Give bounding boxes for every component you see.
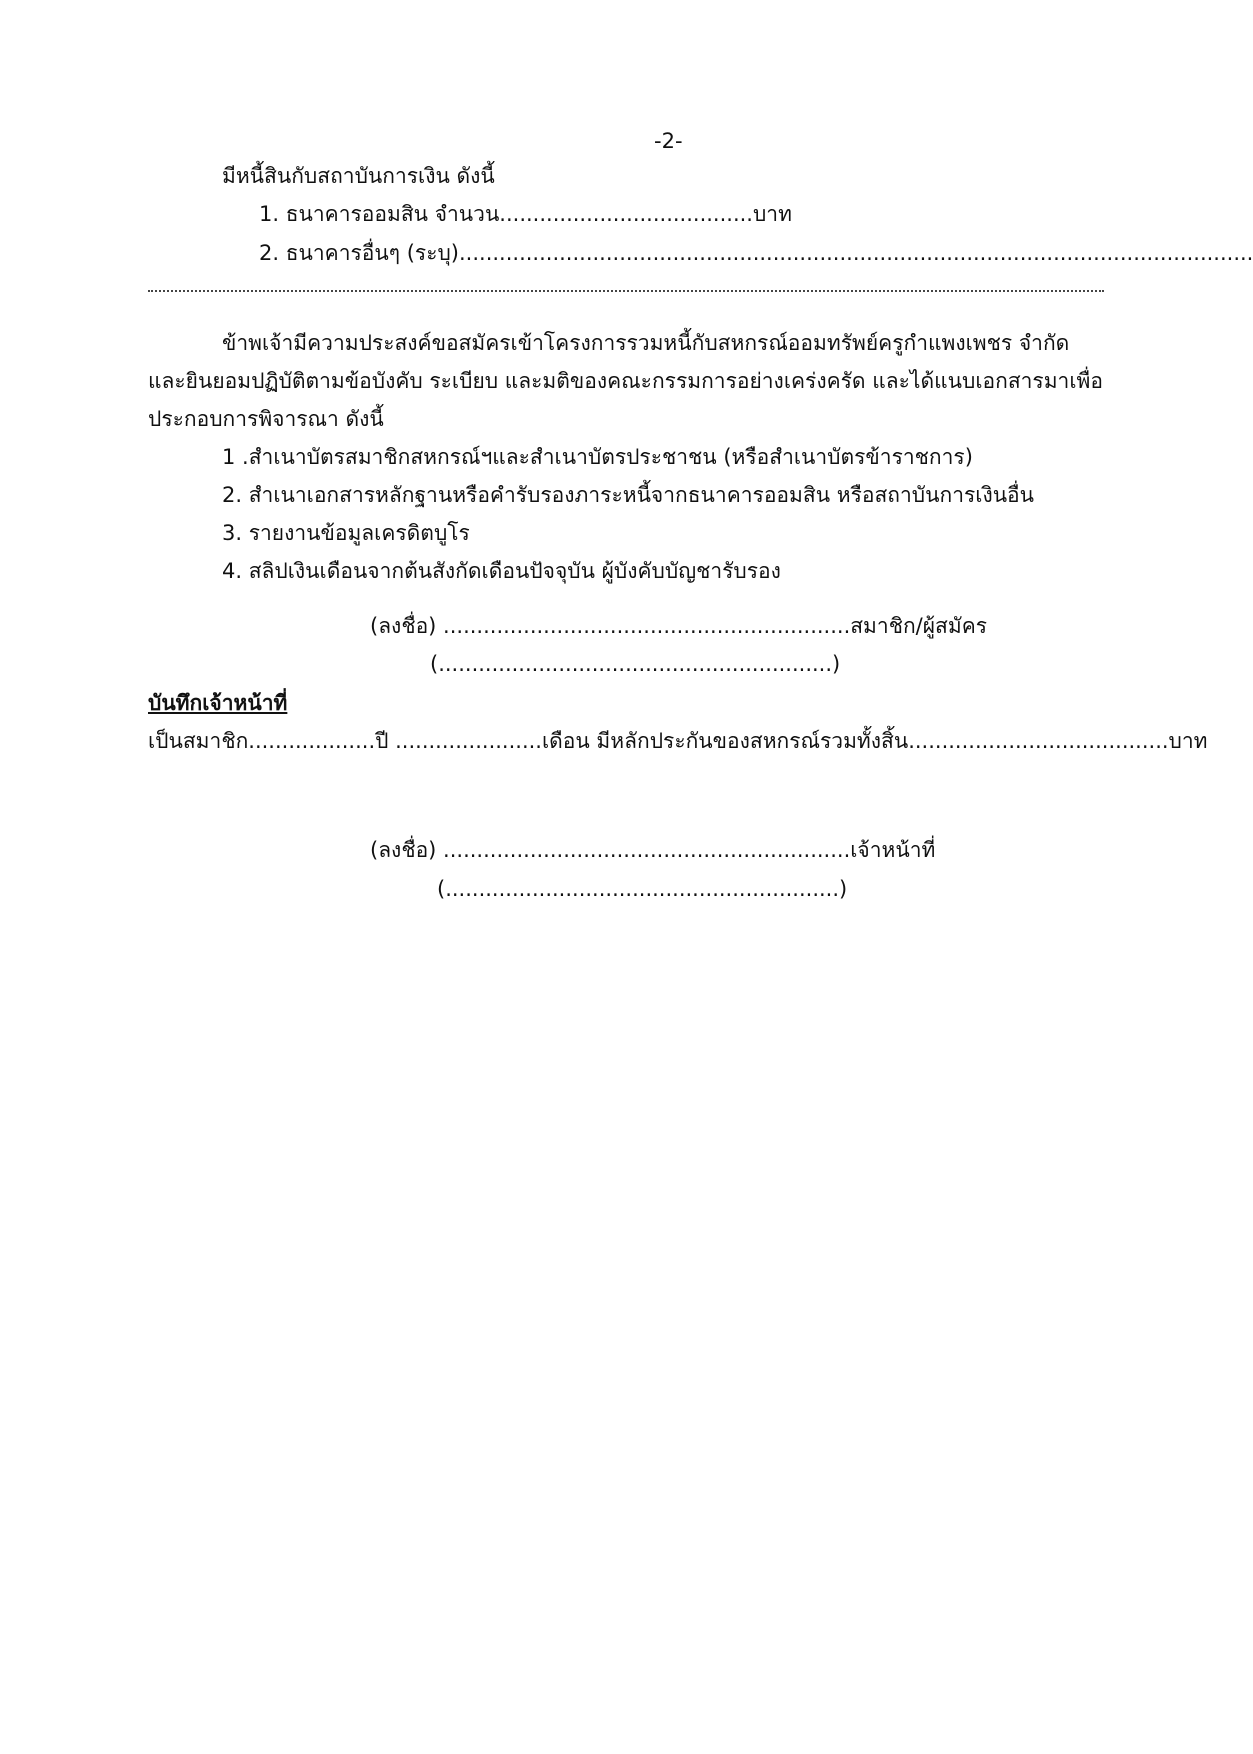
application-line-1: ข้าพเจ้ามีความประสงค์ขอสมัครเข้าโครงการรวมหนี้กับสหกรณ์ออมทรัพย์ครูกำแพงเพชร จำกัด (222, 331, 1070, 355)
officer-signature-name: (...........................................................) (437, 877, 848, 901)
document-item-4: 4. สลิปเงินเดือนจากต้นสังกัดเดือนปัจจุบัน ผู้บังคับบัญชารับรอง (222, 559, 781, 583)
officer-record-line: เป็นสมาชิก...................ปี ......................เดือน มีหลักประกันของสหกรณ์รวมทั้งสิ้น.......................................บาท (148, 729, 1208, 753)
debt-item-2: 2. ธนาคารอื่นๆ (ระบุ)....................................................................................................................... (259, 241, 1253, 265)
document-item-1: 1 .สำเนาบัตรสมาชิกสหกรณ์ฯและสำเนาบัตรประชาชน (หรือสำเนาบัตรข้าราชการ) (222, 445, 973, 469)
document-item-3: 3. รายงานข้อมูลเครดิตบูโร (222, 521, 470, 545)
debts-intro: มีหนี้สินกับสถาบันการเงิน ดังนี้ (222, 164, 495, 188)
page-number: -2- (654, 129, 683, 153)
dotted-fill-line (148, 286, 1104, 292)
document-item-2: 2. สำเนาเอกสารหลักฐานหรือคำรับรองภาระหนี้จากธนาคารออมสิน หรือสถาบันการเงินอื่น (222, 483, 1035, 507)
debt-item-1: 1. ธนาคารออมสิน จำนวน......................................บาท (259, 202, 792, 226)
officer-record-heading: บันทึกเจ้าหน้าที่ (148, 691, 288, 715)
application-line-3: ประกอบการพิจารณา ดังนี้ (148, 407, 384, 431)
application-line-2: และยินยอมปฏิบัติตามข้อบังคับ ระเบียบ และมติของคณะกรรมการอย่างเคร่งครัด และได้แนบเอกสารมาเพื่อ (148, 369, 1103, 393)
officer-signature-line: (ลงชื่อ) .............................................................เจ้าหน้าที่ (370, 838, 936, 862)
member-signature-line: (ลงชื่อ) .............................................................สมาชิก/ผู้สมัคร (370, 614, 988, 638)
member-signature-name: (...........................................................) (430, 652, 841, 676)
